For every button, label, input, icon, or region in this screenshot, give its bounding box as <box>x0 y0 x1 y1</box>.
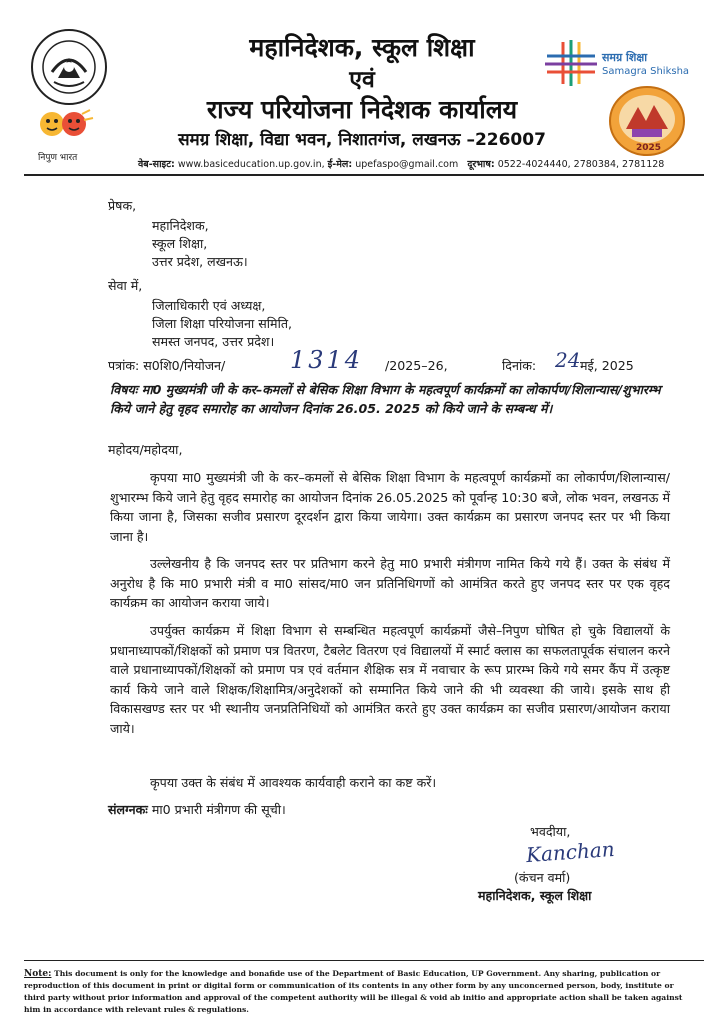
note-label: Note: <box>24 969 52 979</box>
date-day: 24 <box>555 348 581 372</box>
closing: भवदीया, <box>530 824 571 839</box>
subject-label: विषयः <box>110 382 138 397</box>
recipient-line-2: जिला शिक्षा परियोजना समिति, <box>152 316 293 331</box>
recipient-label: सेवा में, <box>108 278 143 293</box>
subject-block <box>110 380 675 418</box>
header-contact-line <box>138 157 664 170</box>
salutation: महोदय/महोदया, <box>108 442 183 457</box>
signer-title: महानिदेशक, स्कूल शिक्षा <box>478 888 592 903</box>
header-title-line1: महानिदेशक, स्कूल शिक्षा <box>249 33 475 62</box>
samagra-shiksha-logo <box>543 38 603 88</box>
paragraph-1: कृपया मा0 मुख्यमंत्री जी के कर–कमलों से बेसिक शिक्षा विभाग के महत्वपूर्ण कार्यक्रमों का लोकार्पण/शिलान्यास/शुभारम्भ किये जाने हेतु वृहद समारोह का आयोजन दिनांक 26.05.2025 को पूर्वान्ह 10:30 बजे, लोक भवन, लखनऊ में किया जाना है, जिसका सजीव प्रसारण दूरदर्शन द्वारा किया जायेगा। उक्त कार्यक्रम का प्रसारण जनपद स्तर पर भी किया जाना है। <box>110 470 670 544</box>
paragraph-3: उपर्युक्त कार्यक्रम में शिक्षा विभाग से सम्बन्धित महत्वपूर्ण कार्यक्रमों जैसे–निपुण घोषित हो चुके विद्यालयों के प्रधानाध्यापकों/शिक्षकों को प्रमाण पत्र वितरण, टैबलेट वितरण एवं विद्यालयों में स्मार्ट क्लास का सफलतापूर्वक संचालन करने वाले प्रधानाध्यापकों/शिक्षकों को प्रमाण पत्र एवं वर्तमान शैक्षिक सत्र में नवाचार के रूप प्रारम्भ किये गये समर कैंप में उत्कृष्ट कार्य किये जाने वाले शिक्षक/शिक्षामित्र/अनुदेशकों को सम्मानित किये जाने की भी व्यवस्था की जाये। इसके साथ ही विकासखण्ड स्तर पर भी स्थानीय जनप्रतिनिधियों को आमंत्रित करते हुए उक्त कार्यक्रम का सजीव प्रसारण/आयोजन कराया जाये। <box>110 623 670 736</box>
phone-label: दूरभाष: <box>467 159 495 170</box>
email-link[interactable]: upefaspo@gmail.com <box>355 159 459 170</box>
paragraph-4: कृपया उक्त के संबंध में आवश्यक कार्यवाही कराने का कष्ट करें। <box>150 775 437 790</box>
enclosure-text: मा0 प्रभारी मंत्रीगण की सूची। <box>151 802 286 817</box>
reference-prefix: पत्रांक: स0शि0/नियोजन/ <box>108 358 226 373</box>
note-text: This document is only for the knowledge and bonafide use of the Department of Basic Education, UP Government. Any sharing, publication or reproduction of this document in print or digital form or communication of its contents in any other form by any unconcerned person, body, institute or third party without prior information and approval of the competent authority will be illegal & void ab initio and appropriate action shall be taken against him in accordance with relevant rules & regulations. <box>24 969 683 1014</box>
sender-line-2: स्कूल शिक्षा, <box>152 236 208 251</box>
recipient-line-1: जिलाधिकारी एवं अध्यक्ष, <box>152 298 266 313</box>
footer-divider <box>24 960 704 961</box>
enclosure-label: संलग्नकः <box>108 802 148 817</box>
event-badge-year: 2025 <box>636 143 662 153</box>
enclosure-line <box>108 800 286 819</box>
reference-number: 1314 <box>290 346 364 374</box>
date-label: दिनांक: <box>502 358 537 373</box>
signature: Kanchan <box>525 836 616 868</box>
header-divider <box>24 174 704 176</box>
phone-number: 0522-4024440, 2780384, 2781128 <box>497 159 665 170</box>
sender-line-3: उत्तर प्रदेश, लखनऊ। <box>152 254 248 269</box>
header-address: समग्र शिक्षा, विद्या भवन, निशातगंज, लखनऊ –226007 <box>178 130 546 150</box>
website-label: वेब-साइट: <box>138 159 175 170</box>
reference-year: /2025–26, <box>385 358 448 373</box>
footer-note <box>24 968 694 1016</box>
website-link[interactable]: www.basiceducation.up.gov.in, <box>177 159 325 170</box>
samagra-english-label: Samagra Shiksha <box>602 66 690 77</box>
recipient-line-3: समस्त जनपद, उत्तर प्रदेश। <box>152 334 275 349</box>
header-title-line2: एवं <box>349 67 375 93</box>
samagra-hindi-label: समग्र शिक्षा <box>602 51 648 64</box>
sender-label: प्रेषक, <box>108 198 137 213</box>
header-title-line3: राज्य परियोजना निदेशक कार्यालय <box>206 95 518 124</box>
sender-line-1: महानिदेशक, <box>152 218 209 233</box>
date-rest: मई, 2025 <box>580 358 634 373</box>
paragraph-2: उल्लेखनीय है कि जनपद स्तर पर प्रतिभाग करने हेतु मा0 प्रभारी मंत्रीगण नामित किये गये हैं। उक्त के संबंध में अनुरोध है कि मा0 प्रभारी मंत्री व मा0 सांसद/मा0 जन प्रतिनिधिगणों को आमंत्रित करते हुए जनपद स्तर पर एक वृहद कार्यक्रम का आयोजन कराया जाये। <box>110 556 670 610</box>
signer-name: (कंचन वर्मा) <box>514 870 571 885</box>
subject-text: मा0 मुख्यमंत्री जी के कर–कमलों से बेसिक शिक्षा विभाग के महत्वपूर्ण कार्यक्रमों का लोकार्पण/शिलान्यास/शुभारम्भ किये जाने हेतु वृहद समारोह का आयोजन दिनांक 26.05. 2025 को किये जाने के सम्बन्ध में। <box>110 382 661 416</box>
email-label: ई-मेल: <box>327 159 353 170</box>
nipun-bharat-label: निपुण भारत <box>38 153 78 163</box>
